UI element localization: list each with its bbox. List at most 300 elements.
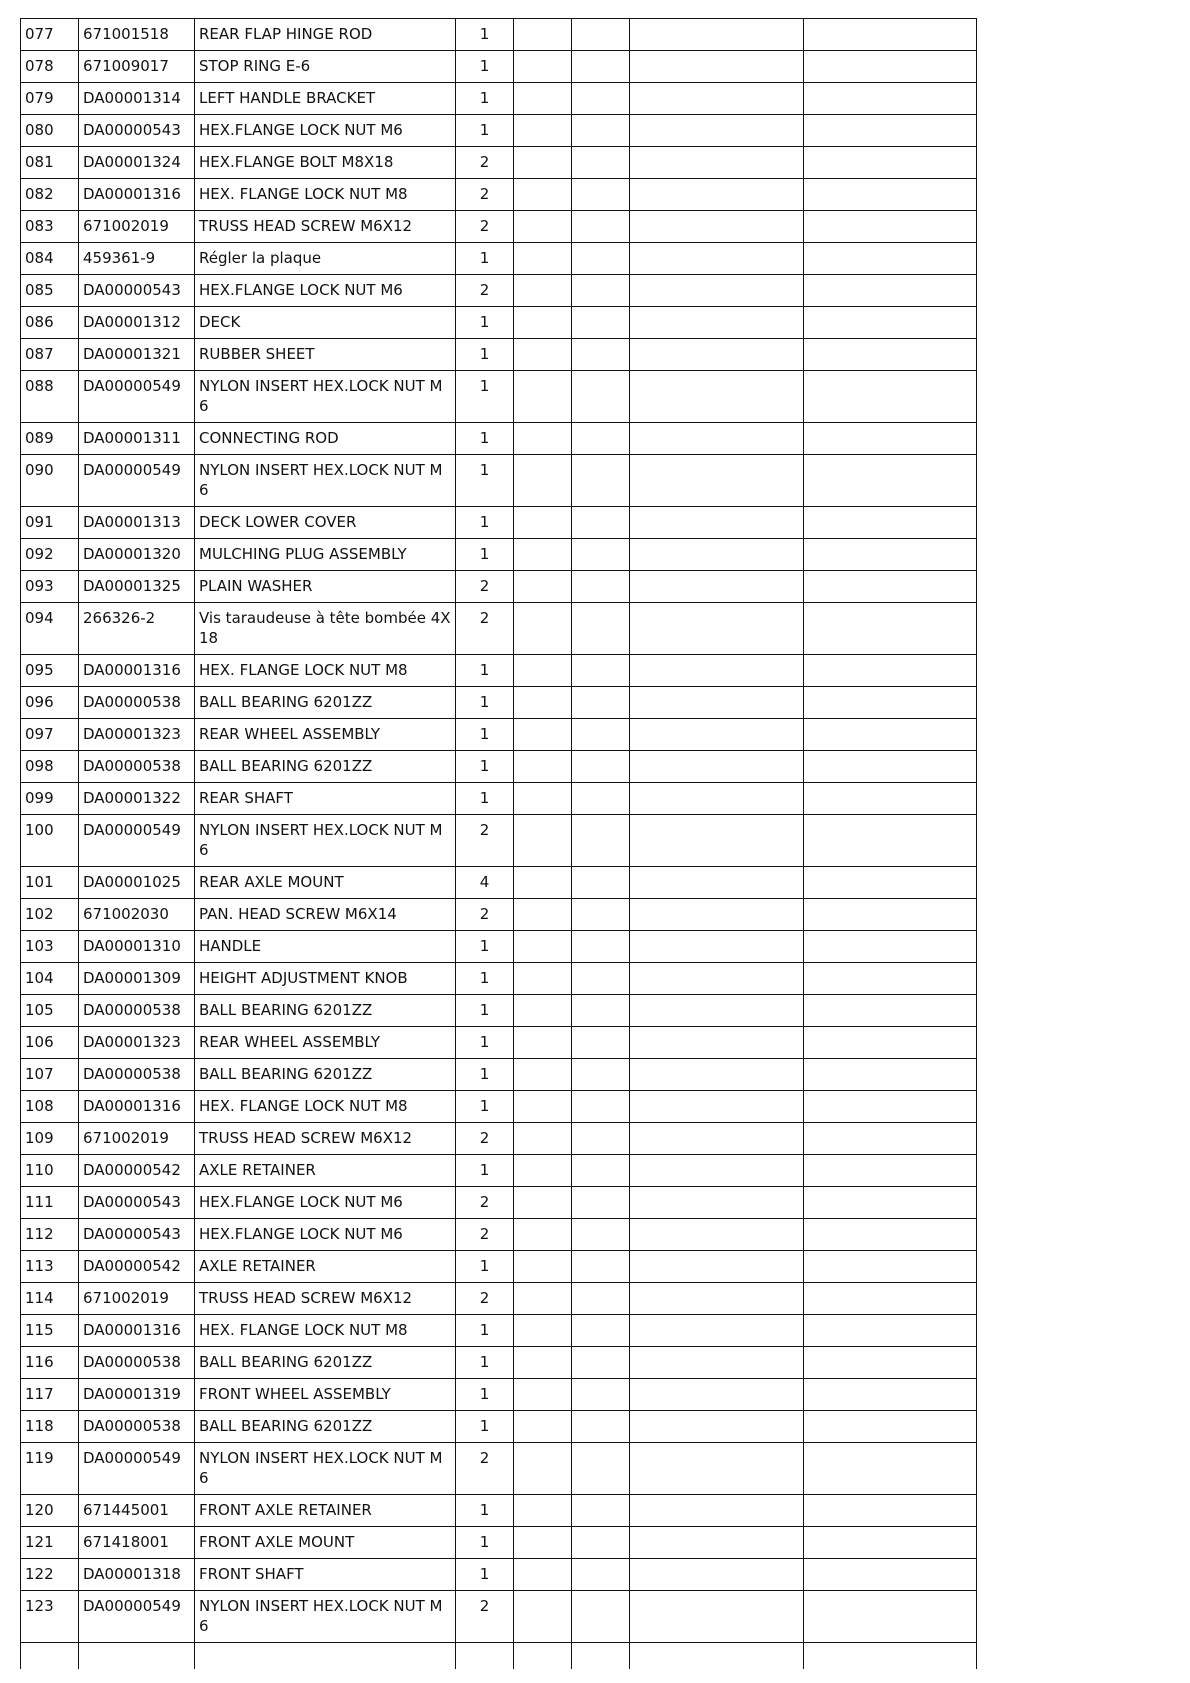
table-row [21,83,977,115]
empty-cell-cell [514,339,572,371]
empty-cell-cell [804,1251,977,1283]
part-number: 115 [25,1321,54,1339]
empty-cell-cell [572,423,630,455]
empty-cell-cell [572,603,630,655]
part-description: STOP RING E-6 [199,57,311,75]
part-quantity: 1 [479,1065,490,1083]
empty-cell-cell [804,603,977,655]
part-code: DA00000538 [83,1417,181,1435]
part-number-cell [21,211,79,243]
part-number-cell [21,1059,79,1091]
empty-cell-cell [630,931,804,963]
part-quantity-cell [456,1283,514,1315]
part-quantity: 1 [479,1161,490,1179]
part-quantity-cell [456,899,514,931]
empty-cell-cell [572,655,630,687]
part-number: 104 [25,969,54,987]
part-number-cell [21,423,79,455]
empty-cell-cell [804,371,977,423]
part-code: 671002019 [83,1289,169,1307]
part-description-cell [195,1379,456,1411]
part-description-cell [195,1059,456,1091]
part-description-cell [195,1155,456,1187]
empty-cell-cell [514,507,572,539]
empty-cell-cell [572,571,630,603]
part-description-cell [195,275,456,307]
empty-cell-cell [514,1411,572,1443]
empty-cell-cell [572,1347,630,1379]
part-code-cell [79,19,195,51]
part-description-cell [195,687,456,719]
table-row [21,1123,977,1155]
part-quantity: 1 [479,757,490,775]
empty-cell-cell [804,867,977,899]
part-code: DA00000543 [83,1193,181,1211]
part-description: BALL BEARING 6201ZZ [199,693,373,711]
part-number: 122 [25,1565,54,1583]
table-row [21,1219,977,1251]
part-number: 123 [25,1597,54,1615]
empty-cell-cell [804,1155,977,1187]
part-quantity-cell [456,931,514,963]
part-quantity: 1 [479,1533,490,1551]
part-description: HEX.FLANGE BOLT M8X18 [199,153,394,171]
empty-cell-cell [572,815,630,867]
empty-cell-cell [804,1347,977,1379]
part-description: DECK LOWER COVER [199,513,357,531]
part-quantity-cell [456,19,514,51]
empty-cell-cell [630,1187,804,1219]
part-quantity: 1 [479,377,490,395]
table-row [21,275,977,307]
table-row [21,963,977,995]
part-quantity: 1 [479,345,490,363]
part-description: FRONT WHEEL ASSEMBLY [199,1385,391,1403]
part-number-cell [21,1027,79,1059]
empty-cell-cell [804,931,977,963]
part-description: HEX. FLANGE LOCK NUT M8 [199,661,408,679]
part-number: 111 [25,1193,54,1211]
part-description: TRUSS HEAD SCREW M6X12 [199,1289,413,1307]
empty-cell-cell [572,1219,630,1251]
part-description: HEX. FLANGE LOCK NUT M8 [199,1097,408,1115]
part-description: HEX.FLANGE LOCK NUT M6 [199,1225,403,1243]
part-description: BALL BEARING 6201ZZ [199,1065,373,1083]
empty-cell-cell [630,1123,804,1155]
table-row [21,719,977,751]
part-number: 081 [25,153,54,171]
empty-cell-cell [572,115,630,147]
part-description-cell [195,1123,456,1155]
part-description: PAN. HEAD SCREW M6X14 [199,905,397,923]
part-description-cell [195,1591,456,1643]
part-quantity-cell [456,539,514,571]
part-code: DA00001310 [83,937,181,955]
part-quantity-cell [456,603,514,655]
part-quantity: 2 [479,1289,490,1307]
empty-cell-cell [572,1155,630,1187]
part-code: DA00000543 [83,281,181,299]
empty-cell-cell [804,571,977,603]
part-code: 671002030 [83,905,169,923]
part-code-cell [79,1251,195,1283]
part-code: DA00000543 [83,1225,181,1243]
part-number-cell [21,1283,79,1315]
part-quantity-cell [456,995,514,1027]
empty-cell-cell [630,1091,804,1123]
part-number-cell [21,1219,79,1251]
part-number: 112 [25,1225,54,1243]
table-row [21,751,977,783]
part-number: 101 [25,873,54,891]
table-row [21,1091,977,1123]
part-quantity-cell [456,211,514,243]
empty-cell-cell [630,1219,804,1251]
empty-cell [514,1643,572,1670]
part-quantity: 2 [479,821,490,839]
part-number: 089 [25,429,54,447]
part-number-cell [21,507,79,539]
part-description-cell [195,307,456,339]
empty-cell-cell [804,455,977,507]
part-description-cell [195,815,456,867]
empty-cell-cell [572,1187,630,1219]
empty-cell-cell [514,719,572,751]
part-code: DA00001323 [83,725,181,743]
empty-cell-cell [804,51,977,83]
empty-cell-cell [572,1123,630,1155]
part-number: 108 [25,1097,54,1115]
part-quantity: 2 [479,1597,490,1615]
part-description-cell [195,51,456,83]
part-number: 087 [25,345,54,363]
empty-cell-cell [514,963,572,995]
part-description-cell [195,371,456,423]
empty-cell-cell [514,115,572,147]
part-number: 117 [25,1385,54,1403]
empty-cell-cell [514,655,572,687]
part-code: DA00001323 [83,1033,181,1051]
part-number: 103 [25,937,54,955]
empty-cell-cell [804,963,977,995]
empty-cell-cell [630,507,804,539]
part-code-cell [79,507,195,539]
empty-cell-cell [514,211,572,243]
empty-cell-cell [804,1219,977,1251]
empty-cell-cell [630,1347,804,1379]
part-description: TRUSS HEAD SCREW M6X12 [199,217,413,235]
empty-cell-cell [572,179,630,211]
part-code-cell [79,1155,195,1187]
empty-cell-cell [514,19,572,51]
part-number-cell [21,339,79,371]
empty-cell-cell [630,275,804,307]
empty-cell-cell [514,1123,572,1155]
part-quantity-cell [456,1315,514,1347]
part-description: Vis taraudeuse à tête bombée 4X 18 [199,609,451,647]
table-row [21,995,977,1027]
part-description: DECK [199,313,241,331]
empty-cell-cell [804,1495,977,1527]
part-code-cell [79,307,195,339]
part-quantity: 2 [479,1449,490,1467]
empty-cell-cell [630,1379,804,1411]
table-row [21,603,977,655]
part-quantity: 2 [479,609,490,627]
table-row [21,1315,977,1347]
empty-cell-cell [572,783,630,815]
part-quantity: 1 [479,25,490,43]
empty-cell-cell [630,719,804,751]
part-number: 097 [25,725,54,743]
part-code: DA00001316 [83,1097,181,1115]
part-number-cell [21,571,79,603]
part-description-cell [195,507,456,539]
table-row [21,571,977,603]
part-code: DA00000549 [83,1449,181,1467]
part-number-cell [21,307,79,339]
part-code: 671002019 [83,217,169,235]
part-description-cell [195,1027,456,1059]
empty-cell-cell [514,1347,572,1379]
part-description: HANDLE [199,937,262,955]
part-quantity-cell [456,339,514,371]
table-row [21,147,977,179]
part-number: 116 [25,1353,54,1371]
part-quantity: 1 [479,1353,490,1371]
table-row [21,867,977,899]
empty-cell-cell [630,1559,804,1591]
empty-cell-cell [630,815,804,867]
part-code: DA00000549 [83,1597,181,1615]
part-quantity-cell [456,783,514,815]
table-row [21,783,977,815]
part-number: 093 [25,577,54,595]
part-description-cell [195,719,456,751]
table-row [21,339,977,371]
empty-cell-cell [630,211,804,243]
part-number: 096 [25,693,54,711]
empty-cell-cell [572,371,630,423]
empty-cell-cell [572,1091,630,1123]
part-quantity-cell [456,1591,514,1643]
part-description: BALL BEARING 6201ZZ [199,1417,373,1435]
part-quantity-cell [456,275,514,307]
part-quantity-cell [456,571,514,603]
part-code-cell [79,783,195,815]
part-description-cell [195,1527,456,1559]
part-description: HEX.FLANGE LOCK NUT M6 [199,121,403,139]
part-code-cell [79,899,195,931]
part-description-cell [195,115,456,147]
part-number-cell [21,1315,79,1347]
table-row [21,1347,977,1379]
empty-cell-cell [630,571,804,603]
empty-cell-cell [514,931,572,963]
table-row [21,687,977,719]
part-code-cell [79,147,195,179]
part-description-cell [195,1091,456,1123]
part-code-cell [79,1559,195,1591]
part-code: DA00001316 [83,1321,181,1339]
empty-cell-cell [630,339,804,371]
part-code-cell [79,815,195,867]
part-number: 110 [25,1161,54,1179]
part-code-cell [79,423,195,455]
part-number: 100 [25,821,54,839]
part-quantity: 1 [479,1501,490,1519]
part-code-cell [79,571,195,603]
part-quantity-cell [456,1027,514,1059]
empty-cell-cell [804,815,977,867]
part-code-cell [79,995,195,1027]
part-quantity: 1 [479,1097,490,1115]
part-quantity-cell [456,687,514,719]
part-code-cell [79,1283,195,1315]
part-code: DA00001314 [83,89,181,107]
part-description-cell [195,179,456,211]
part-code: DA00001025 [83,873,181,891]
part-description-cell [195,1283,456,1315]
part-description: NYLON INSERT HEX.LOCK NUT M 6 [199,821,443,859]
empty-cell-cell [630,1411,804,1443]
part-number: 102 [25,905,54,923]
part-description: REAR SHAFT [199,789,293,807]
table-row [21,1283,977,1315]
part-quantity-cell [456,147,514,179]
part-number-cell [21,115,79,147]
part-quantity-cell [456,115,514,147]
part-description: AXLE RETAINER [199,1161,316,1179]
part-quantity-cell [456,1495,514,1527]
part-description: PLAIN WASHER [199,577,313,595]
empty-cell-cell [514,783,572,815]
part-number-cell [21,1379,79,1411]
table-row [21,1251,977,1283]
empty-cell-cell [630,179,804,211]
part-quantity-cell [456,1411,514,1443]
part-description-cell [195,455,456,507]
part-number-cell [21,371,79,423]
part-number: 121 [25,1533,54,1551]
part-number-cell [21,1251,79,1283]
table-row [21,1027,977,1059]
part-number-cell [21,455,79,507]
empty-cell [79,1643,195,1670]
part-quantity-cell [456,423,514,455]
part-code-cell [79,83,195,115]
empty-cell-cell [630,1527,804,1559]
empty-cell-cell [804,1187,977,1219]
part-description: HEX.FLANGE LOCK NUT M6 [199,1193,403,1211]
table-row [21,1411,977,1443]
part-code: 671009017 [83,57,169,75]
part-code-cell [79,1591,195,1643]
part-code-cell [79,1315,195,1347]
table-row [21,815,977,867]
empty-cell-cell [630,455,804,507]
part-quantity-cell [456,1123,514,1155]
part-description-cell [195,783,456,815]
empty-cell-cell [630,1443,804,1495]
part-code-cell [79,339,195,371]
empty-cell-cell [630,963,804,995]
empty-cell-cell [572,1379,630,1411]
part-quantity: 1 [479,1417,490,1435]
part-code: DA00000538 [83,757,181,775]
empty-cell-cell [630,371,804,423]
part-number-cell [21,1123,79,1155]
part-code: DA00000542 [83,1257,181,1275]
part-number-cell [21,1591,79,1643]
part-number: 114 [25,1289,54,1307]
empty-cell-cell [804,19,977,51]
part-quantity-cell [456,1187,514,1219]
part-description: REAR AXLE MOUNT [199,873,344,891]
part-description-cell [195,539,456,571]
part-quantity-cell [456,1379,514,1411]
table-row [21,1495,977,1527]
part-number-cell [21,51,79,83]
empty-cell-cell [630,995,804,1027]
part-quantity: 1 [479,57,490,75]
empty-cell-cell [514,1443,572,1495]
empty-cell-cell [630,1027,804,1059]
part-code: DA00001322 [83,789,181,807]
empty-cell-cell [630,147,804,179]
empty-cell-cell [804,1379,977,1411]
part-number-cell [21,1091,79,1123]
empty-cell-cell [804,1411,977,1443]
part-quantity-cell [456,1443,514,1495]
part-description-cell [195,423,456,455]
empty-cell-cell [514,179,572,211]
part-description-cell [195,339,456,371]
table-row [21,1527,977,1559]
part-code-cell [79,1027,195,1059]
part-quantity-cell [456,307,514,339]
part-code-cell [79,963,195,995]
part-number: 084 [25,249,54,267]
empty-cell [195,1643,456,1670]
part-description-cell [195,571,456,603]
part-number: 119 [25,1449,54,1467]
empty-cell-cell [804,507,977,539]
table-row [21,655,977,687]
part-quantity: 1 [479,249,490,267]
part-description-cell [195,1315,456,1347]
part-number: 082 [25,185,54,203]
empty-cell-cell [572,1251,630,1283]
part-code: DA00001313 [83,513,181,531]
empty-cell-cell [630,751,804,783]
empty-cell-cell [514,83,572,115]
empty-cell-cell [630,1495,804,1527]
table-row [21,51,977,83]
empty-cell-cell [514,275,572,307]
part-code: 671001518 [83,25,169,43]
part-description-cell [195,1411,456,1443]
part-description: AXLE RETAINER [199,1257,316,1275]
empty-cell-cell [630,867,804,899]
part-quantity-cell [456,867,514,899]
part-number: 077 [25,25,54,43]
empty-cell-cell [514,867,572,899]
part-code: 671418001 [83,1533,169,1551]
empty-cell-cell [804,1591,977,1643]
part-code-cell [79,1411,195,1443]
empty-cell-cell [630,243,804,275]
